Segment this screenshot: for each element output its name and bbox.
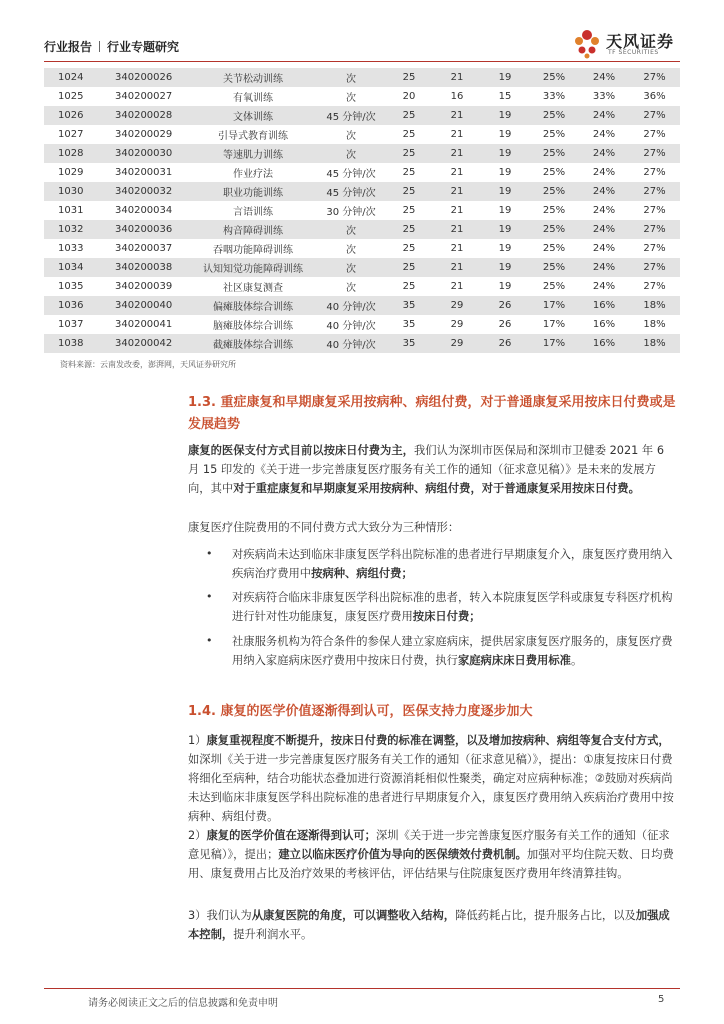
table-cell: 340200029 [115,129,173,140]
table-row [44,296,680,315]
table-row [44,182,680,201]
report-header [44,38,179,55]
table-cell: 24% [579,68,629,87]
table-cell: 26 [498,319,512,330]
table-cell: 19 [498,205,512,216]
table-cell: 40 分钟/次 [326,321,376,332]
bullet-text: 社康服务机构为符合条件的参保人建立家庭病床，提供居家康复医疗服务的，康复医疗费用纳入家庭病床医疗费用中按床日付费，执行 [232,635,673,667]
table-cell: 文体训练 [189,106,317,125]
table-cell: 21 [450,243,464,254]
table-cell: 次 [317,258,385,277]
table-row [44,106,680,125]
table-cell: 17% [529,296,579,315]
table-cell: 次 [346,283,356,294]
table-row [44,68,680,87]
table-cell: 27% [629,220,680,239]
table-cell: 24% [579,106,629,125]
table-cell: 有氧训练 [233,93,273,104]
item-bold: 加强成本控制， [188,909,670,941]
table-cell: 33% [542,91,566,102]
table-cell: 关节松动训练 [189,68,317,87]
table-cell: 25 [402,243,416,254]
table-cell: 19 [481,144,529,163]
table-cell: 次 [317,144,385,163]
table-cell: 340200030 [99,144,189,163]
table-cell: 21 [450,205,464,216]
table-row [44,87,680,106]
table-cell: 27% [629,182,680,201]
table-cell: 21 [433,144,481,163]
table-cell: 1034 [44,258,99,277]
table-cell: 吞咽功能障碍训练 [213,245,293,256]
table-cell: 340200041 [115,319,173,330]
table-cell: 25 [385,182,433,201]
table-cell: 27% [643,167,666,178]
table-cell: 21 [433,106,481,125]
table-row [44,163,680,182]
table-cell: 次 [346,131,356,142]
table-row [44,201,680,220]
table-cell: 25 [402,167,416,178]
table-row [44,258,680,277]
table-cell: 45 分钟/次 [317,106,385,125]
table-cell: 19 [481,182,529,201]
table-cell: 20 [402,91,416,102]
section-1-4-item-3 [188,906,678,944]
table-cell: 27% [643,205,666,216]
bullet-bold: 按床日付费； [412,610,481,623]
table-cell: 25% [542,281,566,292]
table-cell: 45 分钟/次 [326,169,376,180]
section-1-3-title: 1.3. 重症康复和早期康复采用按病种、病组付费，对于普通康复采用按床日付费或是发展趋势 [188,395,676,432]
table-cell: 社区康复测查 [223,283,283,294]
table-cell: 19 [481,220,529,239]
table-cell: 24% [579,220,629,239]
table-cell: 1031 [58,205,84,216]
table-cell: 29 [450,319,464,330]
table-cell: 27% [629,68,680,87]
table-cell: 截瘫肢体综合训练 [189,334,317,353]
table-row [44,315,680,334]
table-cell: 29 [433,296,481,315]
table-cell: 30 分钟/次 [326,207,376,218]
table-cell: 340200042 [99,334,189,353]
table-cell: 25% [529,182,579,201]
bullet-dot: • [206,547,213,560]
table-cell: 16% [579,334,629,353]
item-bold: 康复重视程度不断提升，按床日付费的标准在调整，以及增加按病种、病组等复合支付方式， [206,734,670,747]
table-cell: 25 [385,68,433,87]
bullet-dot: • [206,590,213,603]
table-cell: 340200036 [99,220,189,239]
table-cell: 26 [481,296,529,315]
table-cell: 18% [629,334,680,353]
para1-bold-conclusion: 对于重症康复和早期康复采用按病种、病组付费，对于普通康复采用按床日付费。 [233,482,640,495]
bullet-text: 对疾病尚未达到临床非康复医学科出院标准的患者进行早期康复介入，康复医疗费用纳入疾病治疗费用中 [232,548,673,580]
table-cell: 次 [317,220,385,239]
table-cell: 16% [579,296,629,315]
item-text: 我们认为 [206,909,252,922]
table-cell: 27% [643,129,666,140]
table-cell: 33% [592,91,616,102]
bullet-item [232,632,678,670]
table-cell: 25 [402,205,416,216]
item-text: 提升利润水平。 [233,928,313,941]
table-cell: 21 [433,182,481,201]
table-cell: 1037 [58,319,84,330]
table-cell: 24% [579,258,629,277]
item-text: 加强对平均住院天数、日均费用、康复费用占比及治疗效果的考核评估，评估结果与住院康复医疗费用年终清算挂钩。 [188,848,674,880]
table-cell: 职业功能训练 [189,182,317,201]
table-cell: 25% [542,205,566,216]
table-cell: 340200040 [99,296,189,315]
table-cell: 25% [529,258,579,277]
header-rule [44,61,680,62]
table-cell: 340200026 [99,68,189,87]
table-cell: 1036 [44,296,99,315]
table-cell: 等速肌力训练 [189,144,317,163]
table-cell: 1029 [58,167,84,178]
table-row [44,334,680,353]
table-cell: 19 [481,68,529,87]
table-cell: 27% [629,106,680,125]
table-cell: 1026 [44,106,99,125]
table-source-note: 资料来源：云南发改委，澎湃网，天风证券研究所 [60,360,236,369]
table-cell: 24% [592,281,616,292]
tf-securities-logo [570,26,690,62]
table-cell: 19 [481,258,529,277]
table-cell: 340200032 [99,182,189,201]
table-cell: 27% [629,258,680,277]
table-cell: 25% [529,220,579,239]
table-cell: 40 分钟/次 [317,334,385,353]
table-cell: 25 [385,220,433,239]
table-row [44,277,680,296]
item-text: 如深圳《关于进一步完善康复医疗服务有关工作的通知（征求意见稿）》，提出：①康复按床日付费将细化至病种，结合功能状态叠加进行资源消耗相似性聚类，确定对应病种标准；②鼓励对疾病尚未达到临床非康复医学科出院标准的患者进行早期康复介入，康复医疗费用纳入疾病治疗费用中按病种、病组付费。 [188,753,674,823]
table-cell: 认知知觉功能障碍训练 [189,258,317,277]
header-separator [99,41,100,52]
bullet-bold: 按病种、病组付费； [311,567,413,580]
table-cell: 25% [529,68,579,87]
item-bold: 建立以临床医疗价值为导向的医保绩效付费机制。 [278,848,527,861]
table-cell: 25% [542,243,566,254]
table-cell: 27% [643,243,666,254]
table-cell: 27% [643,281,666,292]
table-cell: 35 [385,296,433,315]
rehab-fee-table [44,68,680,353]
footer-disclaimer: 请务必阅读正文之后的信息披露和免责申明 [88,998,278,1009]
table-cell: 340200027 [115,91,173,102]
table-cell: 25 [385,144,433,163]
table-cell: 作业疗法 [233,169,273,180]
table-row [44,220,680,239]
table-cell: 21 [450,129,464,140]
table-cell: 24% [592,167,616,178]
table-cell: 40 分钟/次 [317,296,385,315]
table-cell: 17% [529,334,579,353]
table-cell: 19 [498,281,512,292]
table-cell: 18% [629,296,680,315]
section-1-3-paragraph-1 [188,441,678,498]
item-bold: 从康复医院的角度，可以调整收入结构， [251,909,456,922]
table-cell: 25 [385,258,433,277]
item-number: 1） [188,734,207,747]
bullet-bold: 家庭病床床日费用标准 [457,654,571,667]
table-cell: 次 [346,93,356,104]
table-cell: 24% [579,144,629,163]
table-cell: 25% [542,129,566,140]
table-cell: 1028 [44,144,99,163]
table-cell: 24% [592,205,616,216]
bullet-end: 。 [570,654,583,667]
table-cell: 1025 [58,91,84,102]
para1-bold-lead: 康复的医保支付方式目前以按床日付费为主， [188,444,414,457]
table-cell: 25% [529,106,579,125]
table-cell: 构音障碍训练 [189,220,317,239]
footer-rule [44,988,680,989]
item-number: 3） [188,909,207,922]
table-cell: 21 [433,68,481,87]
table-cell: 1033 [58,243,84,254]
table-cell: 45 分钟/次 [317,182,385,201]
table-cell: 次 [317,68,385,87]
section-1-4-title: 1.4. 康复的医学价值逐渐得到认可，医保支持力度逐步加大 [188,704,533,719]
table-row [44,144,680,163]
table-cell: 25 [385,106,433,125]
page-number: 5 [658,994,665,1005]
para1-text: 我们认为深圳市医保局和深圳市卫健委 2021 年 6 月 15 印发的《关于进一步完善康复医疗服务有关工作的通知（征求意见稿）》是未来的发展方向，其中 [188,444,665,495]
table-cell: 25 [402,129,416,140]
bullet-item [232,545,678,583]
bullet-item [232,588,678,626]
table-cell: 35 [402,319,416,330]
table-cell: 340200031 [115,167,173,178]
tf-logo-icon [570,26,604,60]
table-cell: 340200037 [115,243,173,254]
table-cell: 1027 [58,129,84,140]
table-cell: 1032 [44,220,99,239]
table-cell: 21 [450,281,464,292]
table-cell: 19 [481,106,529,125]
table-cell: 21 [433,258,481,277]
table-cell: 1038 [44,334,99,353]
table-cell: 21 [433,220,481,239]
table-cell: 脑瘫肢体综合训练 [213,321,293,332]
table-cell: 25% [542,167,566,178]
table-cell: 35 [385,334,433,353]
section-1-3-paragraph-2: 康复医疗住院费用的不同付费方式大致分为三种情形： [188,521,460,534]
table-cell: 1024 [44,68,99,87]
item-text: 降低药耗占比，提升服务占比，以及 [455,909,636,922]
table-cell: 18% [643,319,666,330]
table-cell: 26 [481,334,529,353]
item-number: 2） [188,829,207,842]
table-cell: 15 [498,91,512,102]
table-cell: 16 [450,91,464,102]
table-cell: 24% [592,243,616,254]
item-text: 深圳《关于进一步完善康复医疗服务有关工作的通知（征求意见稿）》，提出； [188,829,670,861]
table-cell: 25% [529,144,579,163]
table-cell: 偏瘫肢体综合训练 [189,296,317,315]
table-cell: 19 [498,167,512,178]
table-cell: 340200039 [115,281,173,292]
table-cell: 21 [450,167,464,178]
table-cell: 1030 [44,182,99,201]
table-cell: 17% [542,319,566,330]
table-cell: 16% [592,319,616,330]
logo-name: 天风证券 [606,32,675,51]
table-cell: 24% [579,182,629,201]
table-cell: 29 [433,334,481,353]
table-cell: 言语训练 [233,207,273,218]
section-1-4-item-1 [188,731,678,826]
header-report-category: 行业专题研究 [107,40,180,54]
table-cell: 19 [498,129,512,140]
table-cell: 1035 [58,281,84,292]
logo-subtitle: TF SECURITIES [608,49,659,56]
table-cell: 19 [498,243,512,254]
table-cell: 340200034 [115,205,173,216]
table-cell: 24% [592,129,616,140]
table-cell: 次 [346,245,356,256]
table-cell: 27% [629,144,680,163]
table-row [44,125,680,144]
table-cell: 340200028 [99,106,189,125]
table-row [44,239,680,258]
table-cell: 340200038 [99,258,189,277]
table-cell: 引导式教育训练 [218,131,288,142]
bullet-dot: • [206,634,213,647]
header-report-type: 行业报告 [44,40,93,54]
bullet-text: 对疾病符合临床非康复医学科出院标准的患者，转入本院康复医学科或康复专科医疗机构进行针对性功能康复，康复医疗费用 [232,591,673,623]
table-cell: 36% [643,91,666,102]
table-cell: 25 [402,281,416,292]
item-bold: 康复的医学价值在逐渐得到认可； [206,829,376,842]
section-1-4-item-2 [188,826,678,883]
